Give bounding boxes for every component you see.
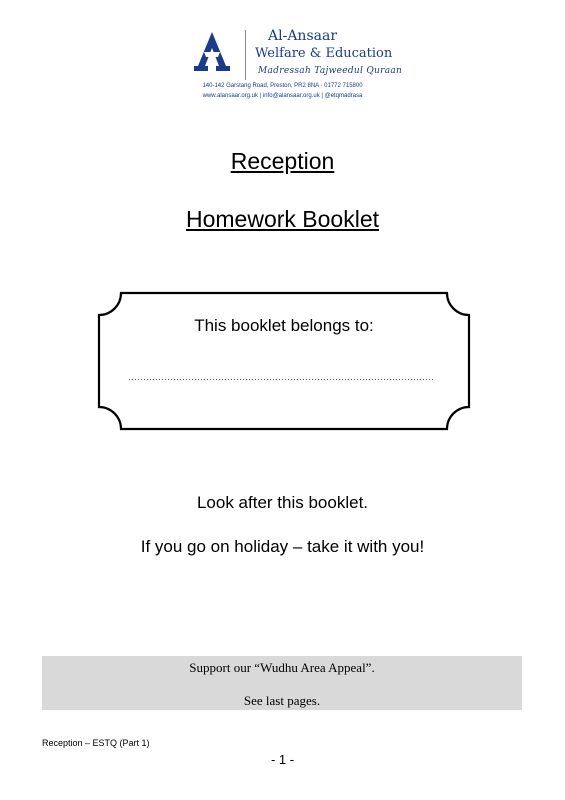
org-name-line1: Al-Ansaar [268,28,338,44]
logo-divider [245,30,246,80]
care-message: Look after this booklet. [196,493,369,512]
belongs-to-frame [97,291,471,431]
holiday-message: If you go on holiday – take it with you! [140,537,425,556]
owner-name-field[interactable]: ………………………………………………………………………………………… [128,372,434,382]
appeal-note: See last pages. [243,693,321,708]
org-contact: www.alansaar.org.uk | info@alansaar.org.uk | @etqmadrasa [202,93,363,99]
organisation-logo-icon [192,30,232,72]
belongs-to-label: This booklet belongs to: [194,316,374,335]
page-subtitle: Homework Booklet [185,206,380,232]
page-title: Reception [230,148,335,174]
org-name-line2: Welfare & Education [255,46,393,61]
appeal-text: Support our “Wudhu Area Appeal”. [189,660,375,675]
footer-label: Reception – ESTQ (Part 1) [42,738,150,748]
org-name-line3: Madressah Tajweedul Quraan [258,66,403,76]
org-address: 140-142 Garstang Road, Preston, PR2 8NA · 01772 715800 [202,83,363,89]
page-number: - 1 - [270,752,295,767]
